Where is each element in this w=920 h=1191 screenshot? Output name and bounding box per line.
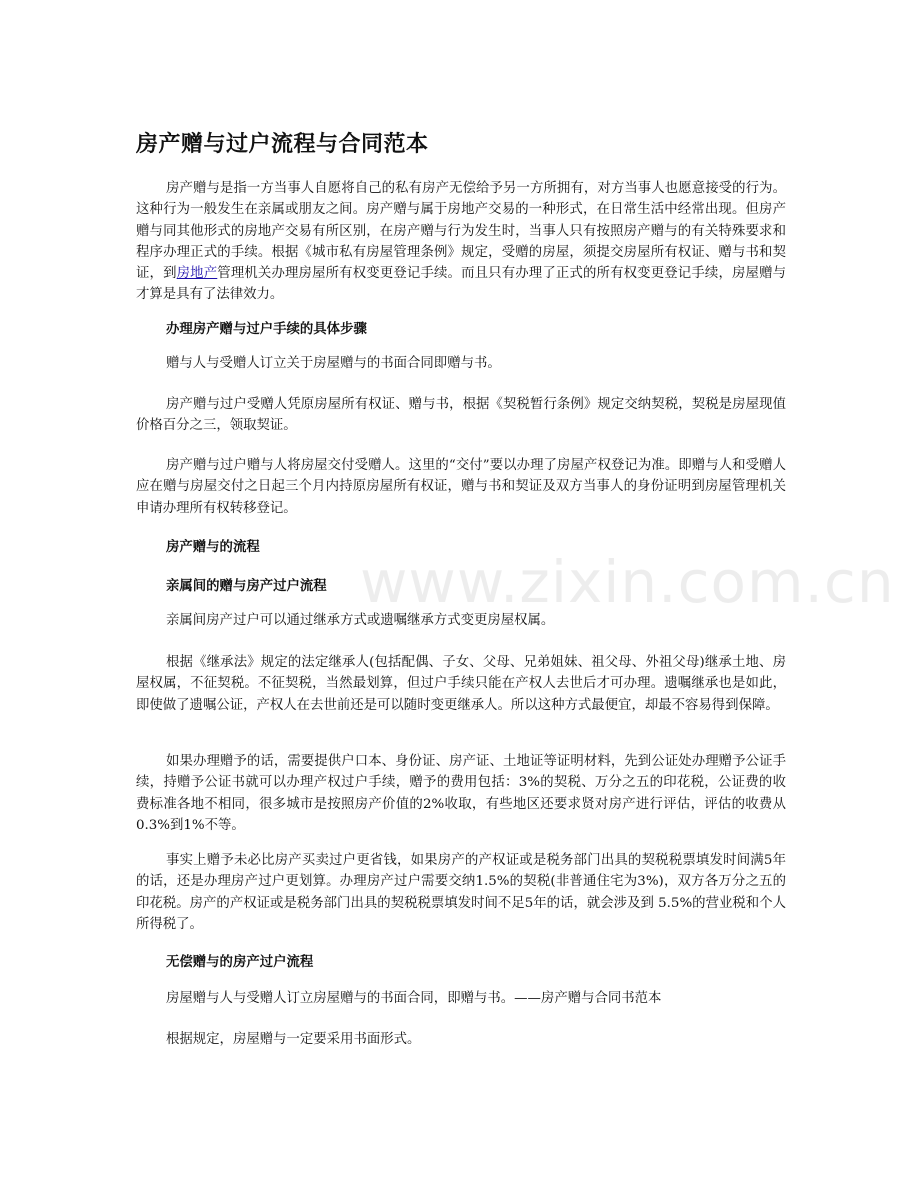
intro-paragraph	[136, 178, 786, 306]
relatives-paragraph-4: 事实上赠予未必比房产买卖过户更省钱，如果房产的产权证或是税务部门出具的契税税票填发时间满5年的话，还是办理房产过户更划算。办理房产过户需要交纳1.5%的契税(非普通住宅为3%)，双方各万分之五的印花税。房产的产权证或是税务部门出具的契税税票填发时间不足5年的话，就会涉及到 5.5%的营业税和个人所得税了。	[136, 853, 786, 932]
gratuitous-paragraph-2: 根据规定，房屋赠与一定要采用书面形式。	[166, 1032, 421, 1047]
section-heading-gratuitous: 无偿赠与的房产过户流程	[166, 955, 314, 970]
relatives-paragraph-2: 根据《继承法》规定的法定继承人(包括配偶、子女、父母、兄弟姐妹、祖父母、外祖父母)继承土地、房屋权属，不征契税。不征契税，当然最划算，但过户手续只能在产权人去世后才可办理。遗嘱继承也是如此，即使做了遗嘱公证，产权人在去世前还是可以随时变更继承人。所以这种方式最便宜，却最不容易得到保障。	[136, 655, 786, 713]
step-paragraph-3: 房产赠与过户赠与人将房屋交付受赠人。这里的“交付”要以办理了房屋产权登记为准。即赠与人和受赠人应在赠与房屋交付之日起三个月内持原房屋所有权证，赠与书和契证及双方当事人的身份证明到房屋管理机关申请办理所有权转移登记。	[136, 458, 786, 516]
watermark: www.zixin.com.cn	[360, 548, 895, 616]
page-title: 房产赠与过户流程与合同范本	[136, 132, 429, 157]
step-paragraph-1: 赠与人与受赠人订立关于房屋赠与的书面合同即赠与书。	[166, 356, 501, 371]
section-heading-steps: 办理房产赠与过户手续的具体步骤	[166, 322, 367, 337]
real-estate-link[interactable]: 房地产	[176, 266, 218, 282]
intro-text-before-link: 房产赠与是指一方当事人自愿将自己的私有房产无偿给予另一方所拥有，对方当事人也愿意接受的行为。这种行为一般发生在亲属或朋友之间。房产赠与属于房地产交易的一种形式，在日常生活中经常出现。但房产赠与同其他形式的房地产交易有所区别，在房产赠与行为发生时，当事人只有按照房产赠与的有关特殊要求和程序办理正式的手续。根据《城市私有房屋管理条例》规定，受赠的房屋，须提交房屋所有权证、赠与书和契证，到	[136, 181, 786, 282]
gratuitous-paragraph-1: 房屋赠与人与受赠人订立房屋赠与的书面合同，即赠与书。——房产赠与合同书范本	[166, 991, 662, 1006]
step-paragraph-2: 房产赠与过户受赠人凭原房屋所有权证、赠与书，根据《契税暂行条例》规定交纳契税，契税是房屋现值价格百分之三，领取契证。	[136, 397, 786, 434]
intro-text-after-link: 管理机关办理房屋所有权变更登记手续。而且只有办理了正式的所有权变更登记手续，房屋赠与才算是具有了法律效力。	[136, 266, 787, 303]
relatives-paragraph-1: 亲属间房产过户可以通过继承方式或遗嘱继承方式变更房屋权属。	[166, 613, 555, 628]
section-heading-relatives: 亲属间的赠与房产过户流程	[166, 579, 327, 594]
relatives-paragraph-3: 如果办理赠予的话，需要提供户口本、身份证、房产证、土地证等证明材料，先到公证处办理赠予公证手续，持赠予公证书就可以办理产权过户手续，赠予的费用包括：3%的契税、万分之五的印花税，公证费的收费标准各地不相同，很多城市是按照房产价值的2%收取，有些地区还要求贤对房产进行评估，评估的收费从0.3%到1%不等。	[136, 754, 786, 833]
section-heading-process: 房产赠与的流程	[166, 540, 260, 555]
